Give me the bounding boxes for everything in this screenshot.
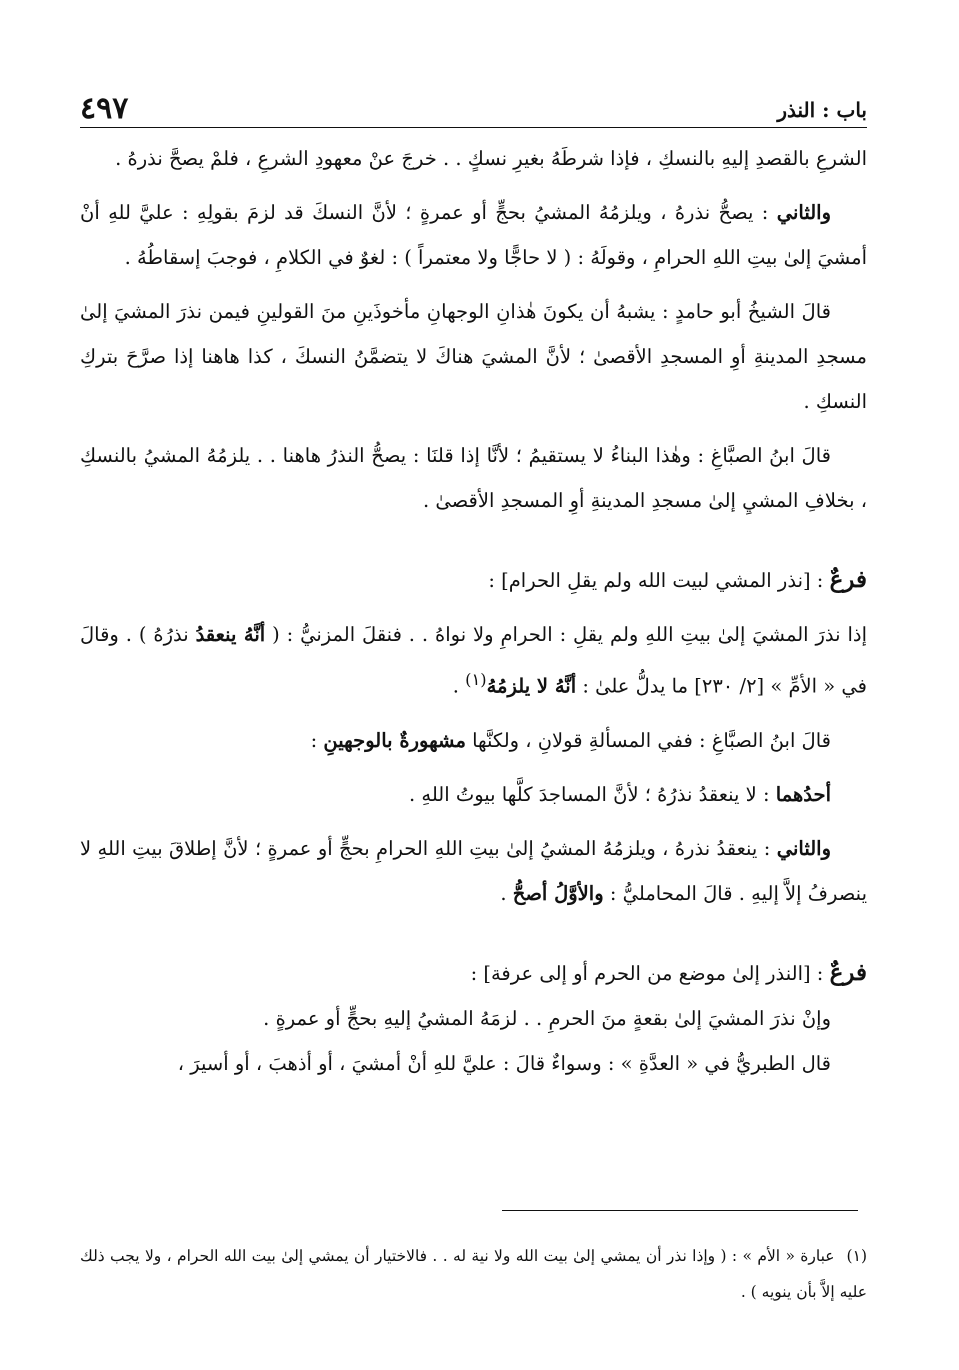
bold-phrase: والأوَّلُ أصحُّ (512, 881, 604, 905)
paragraph (80, 772, 867, 817)
page-header (80, 84, 867, 126)
paragraph-text: : يصحُّ نذرهُ ، ويلزمُهُ المشيُ بحجٍّ أو عمرةٍ ؛ لأنَّ النسكَ قد لزمَ بقولِهِ : عليَّ للهِ أنْ أمشيَ إلىٰ بيتِ اللهِ الحرامِ ، وقولَهُ : ( لا حاجًّا ولا معتمراً ) : لغوٌ في الكلامِ ، فوجبَ إسقاطُهُ . (80, 201, 867, 269)
paragraph-text: : (310, 728, 324, 752)
bold-lead: والثاني (776, 836, 831, 860)
header-divider (80, 127, 867, 128)
paragraph (80, 433, 867, 523)
footnote (80, 1238, 867, 1310)
branch-title: : [نذر المشي لبيت الله ولم يقلِ الحرام] : (488, 569, 830, 592)
footnote-reference[interactable]: (١) (465, 670, 487, 689)
paragraph-text: نذرُهُ ) . وقالَ في « الأمِّ » [٢/ ٢٣٠] ما يدلُّ علىٰ : (80, 623, 867, 698)
bold-phrase: أنَّهُ لا يلزمُهُ (486, 674, 577, 698)
branch-title: : [النذر إلىٰ موضع من الحرم أو إلى عرفة] : (470, 961, 830, 985)
paragraph-text: : ينعقدُ نذرهُ ، ويلزمُهُ المشيُ إلىٰ بيتِ اللهِ الحرامِ بحجٍّ أو عمرةٍ ؛ لأنَّ إطلاقَ بيتِ اللهِ لا ينصرفُ إلاَّ إليهِ . قالَ المحامليُّ : (80, 836, 867, 905)
paragraph-text: إذا نذرَ المشيَ إلىٰ بيتِ اللهِ ولم يقلِ : الحرامِ ولا نواهُ . . فنقلَ المزنيُّ : ( (265, 623, 867, 646)
bold-lead: والثاني (776, 201, 831, 224)
bold-phrase: أنَّهُ ينعقدُ (195, 623, 266, 646)
running-title: باب : النذر (777, 98, 867, 122)
footnotes (80, 1238, 867, 1310)
branch-label: فرعٌ (829, 958, 867, 986)
paragraph-text: . (500, 881, 513, 905)
branch-heading (80, 950, 867, 996)
paragraph (80, 1041, 867, 1086)
paragraph-text: . (452, 674, 466, 698)
paragraph (80, 289, 867, 424)
paragraph (80, 826, 867, 916)
footnote-text: عبارة « الأم » : ( وإذا نذر أن يمشي إلىٰ بيت الله ولا نية له . . فالاختيار أن يمشي إلىٰ بيت الله الحرام ، ولا يجب ذلك عليه إلاَّ بأن ينويه ) . (80, 1247, 867, 1301)
paragraph (80, 718, 867, 763)
paragraph-text: قالَ الشيخُ أبو حامدٍ : يشبهُ أن يكونَ هٰذانِ الوجهانِ مأخوذَينِ منَ القولينِ فيمن نذرَ المشيَ إلىٰ مسجدِ المدينةِ أوِ المسجدِ الأقصىٰ ؛ لأنَّ المشيَ هناكَ لا يتضمَّنُ النسكَ ، كذا هاهنا إذا صرَّحَ بتركِ النسكِ . (80, 300, 867, 413)
footnote-number: (١) (846, 1247, 867, 1265)
bold-phrase: مشهورةٌ بالوجهينِ (323, 728, 466, 752)
paragraph-text: : لا ينعقدُ نذرُهُ ؛ لأنَّ المساجدَ كلَّها بيوتُ اللهِ . (409, 782, 776, 806)
paragraph-text: قالَ ابنُ الصبَّاغِ : ففي المسألةِ قولانِ ، ولكنَّها (465, 728, 831, 752)
paragraph (80, 190, 867, 280)
branch-label: فرعٌ (829, 566, 867, 593)
footnote-divider (502, 1210, 858, 1211)
paragraph-text: قال الطبريُّ في « العدَّةِ » : وسواءٌ قالَ : عليَّ للهِ أنْ أمشيَ ، أو أذهبَ ، أو أسيرَ ، (177, 1051, 831, 1075)
branch-heading (80, 557, 867, 603)
paragraph-text: الشرعِ بالقصدِ إليهِ بالنسكِ ، فإذا شرطَهُ بغيرِ نسكٍ . . خرجَ عنْ معهودِ الشرعِ ، فلمْ يصحَّ نذرهُ . (115, 147, 867, 170)
paragraph-text: قالَ ابنُ الصبَّاغِ : وهٰذا البناءُ لا يستقيمُ ؛ لأنَّا إذا قلنَا : يصحُّ النذرُ هاهنا . . يلزمُهُ المشيُ بالنسكِ ، بخلافِ المشيِ إلىٰ مسجدِ المدينةِ أوِ المسجدِ الأقصىٰ . (80, 444, 867, 512)
paragraph-text: وإنْ نذرَ المشيَ إلىٰ بقعةٍ منَ الحرمِ . . لزمَهُ المشيُ إليهِ بحجٍّ أو عمرةٍ . (263, 1006, 831, 1030)
paragraph (80, 136, 867, 181)
page-number: ٤٩٧ (80, 91, 129, 126)
main-text (80, 136, 867, 1086)
paragraph (80, 612, 867, 709)
paragraph (80, 996, 867, 1041)
bold-lead: أحدُهما (775, 782, 831, 806)
